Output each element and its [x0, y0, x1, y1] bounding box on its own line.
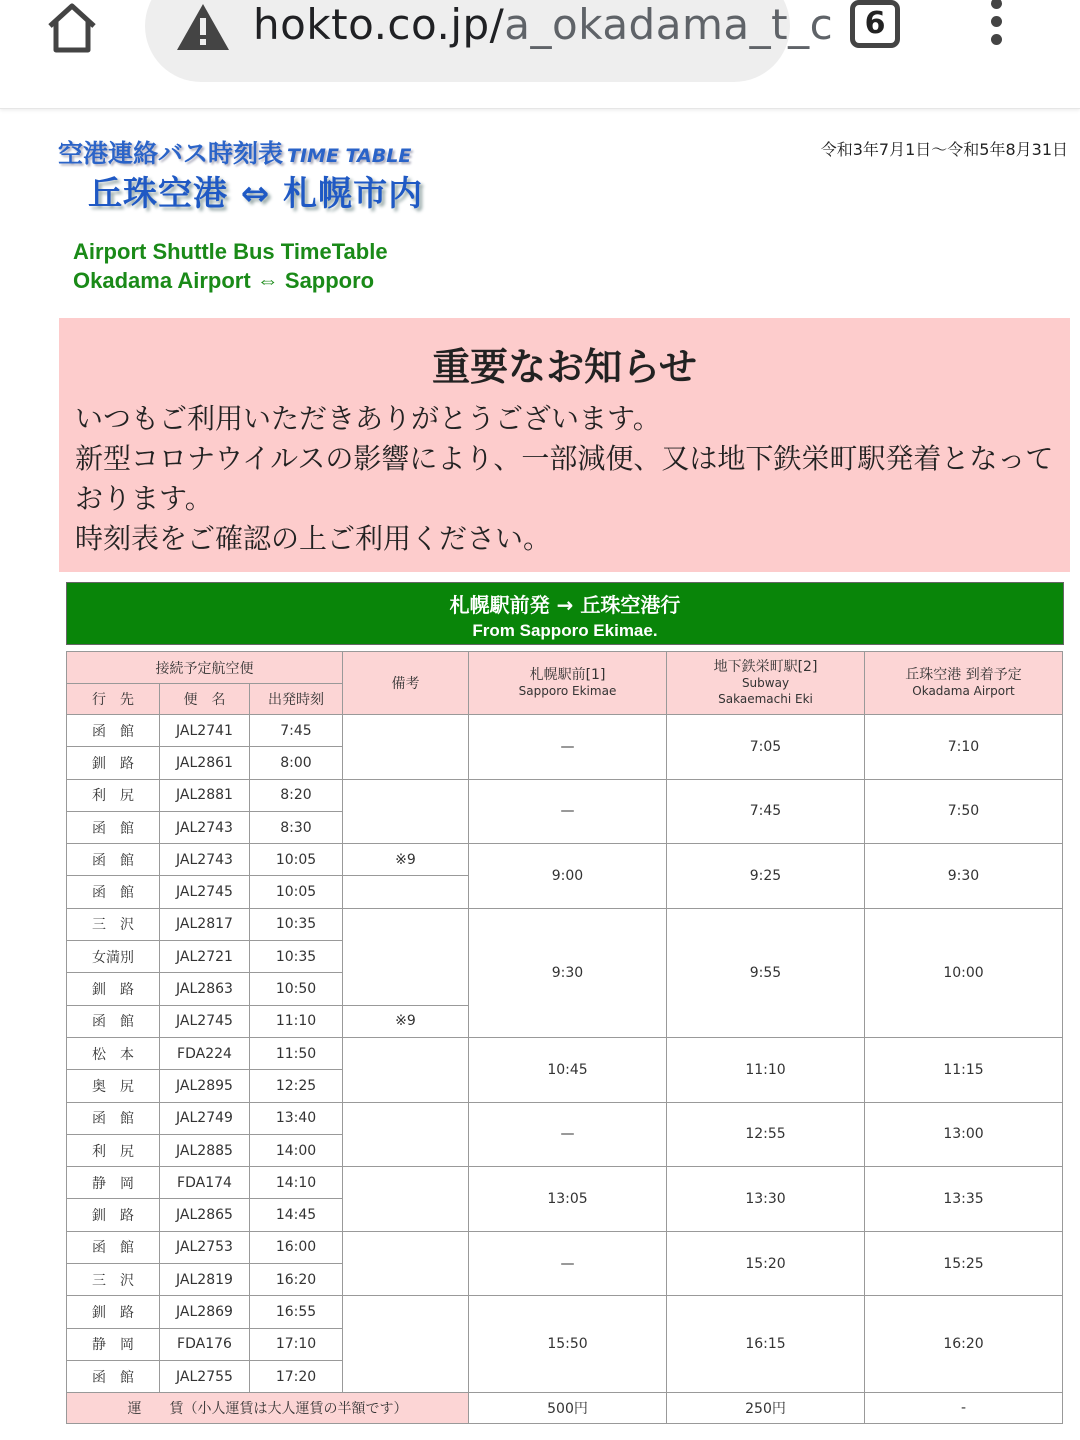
notice-line: 時刻表をご確認の上ご利用ください。 — [75, 522, 552, 555]
departure-cell: 14:10 — [250, 1167, 343, 1199]
departure-cell: 16:20 — [250, 1264, 343, 1296]
flight-cell: JAL2753 — [160, 1231, 250, 1263]
url-path: a_okadama_t_c — [504, 0, 834, 49]
destination-cell: 函 館 — [67, 876, 160, 908]
remarks-cell — [343, 908, 469, 1005]
destination-cell: 函 館 — [67, 1102, 160, 1134]
sapporo-time-cell: 9:00 — [469, 844, 667, 909]
remarks-cell — [343, 1231, 469, 1296]
airport-arrival-cell: 9:30 — [865, 844, 1063, 909]
fare-sakaemachi: 250円 — [667, 1393, 865, 1424]
header-remarks: 備考 — [343, 652, 469, 715]
departure-cell: 8:30 — [250, 811, 343, 843]
timetable-body — [67, 715, 1063, 1393]
header-sapporo-en: Sapporo Ekimae — [518, 684, 617, 698]
table-row — [67, 1167, 1063, 1199]
remarks-cell — [343, 1296, 469, 1393]
flight-cell: JAL2817 — [160, 908, 250, 940]
sakaemachi-time-cell: 11:10 — [667, 1037, 865, 1102]
destination-cell: 函 館 — [67, 1360, 160, 1392]
header-sakaemachi — [667, 652, 865, 715]
flight-cell: JAL2743 — [160, 811, 250, 843]
destination-cell: 釧 路 — [67, 973, 160, 1005]
notice-line: いつもご利用いただきありがとうございます。 — [75, 402, 661, 435]
destination-cell: 函 館 — [67, 811, 160, 843]
sapporo-time-cell: 13:05 — [469, 1167, 667, 1232]
notice-line: 新型コロナウイルスの影響により、一部減便、又は地下鉄栄町駅発着となっております。 — [75, 442, 1054, 515]
flight-cell: JAL2865 — [160, 1199, 250, 1231]
flight-cell: JAL2745 — [160, 876, 250, 908]
departure-cell: 14:00 — [250, 1134, 343, 1166]
flight-cell: JAL2881 — [160, 779, 250, 811]
destination-cell: 静 岡 — [67, 1328, 160, 1360]
departure-cell: 8:00 — [250, 747, 343, 779]
table-row — [67, 1296, 1063, 1328]
table-row — [67, 1102, 1063, 1134]
sapporo-time-cell: — — [469, 779, 667, 844]
flight-cell: FDA224 — [160, 1037, 250, 1069]
destination-cell: 女満別 — [67, 941, 160, 973]
tab-switcher-button[interactable] — [850, 0, 900, 48]
url-text[interactable] — [253, 0, 834, 49]
airport-arrival-cell: 11:15 — [865, 1037, 1063, 1102]
departure-cell: 10:50 — [250, 973, 343, 1005]
validity-period: 令和3年7月1日～令和5年8月31日 — [820, 140, 1068, 159]
browser-toolbar — [0, 0, 1080, 109]
table-row — [67, 1231, 1063, 1263]
sapporo-time-cell: — — [469, 715, 667, 780]
table-row — [67, 715, 1063, 747]
flight-cell: FDA174 — [160, 1167, 250, 1199]
departure-cell: 10:05 — [250, 876, 343, 908]
banner-title-en: From Sapporo Ekimae. — [472, 621, 658, 640]
airport-arrival-cell: 10:00 — [865, 908, 1063, 1037]
departure-cell: 16:00 — [250, 1231, 343, 1263]
sapporo-time-cell: 9:30 — [469, 908, 667, 1037]
remarks-cell — [343, 1037, 469, 1102]
departure-cell: 17:10 — [250, 1328, 343, 1360]
destination-cell: 三 沢 — [67, 1264, 160, 1296]
sapporo-time-cell: — — [469, 1231, 667, 1296]
more-options-icon[interactable] — [986, 0, 1006, 52]
tab-count: 6 — [864, 6, 886, 41]
destination-cell: 函 館 — [67, 715, 160, 747]
remarks-cell — [343, 779, 469, 844]
header-airport-en: Okadama Airport — [912, 684, 1015, 698]
header-sapporo-ekimae — [469, 652, 667, 715]
flight-cell: JAL2861 — [160, 747, 250, 779]
table-row — [67, 844, 1063, 876]
flight-cell: JAL2755 — [160, 1360, 250, 1392]
remarks-cell: ※9 — [343, 844, 469, 876]
departure-cell: 17:20 — [250, 1360, 343, 1392]
destination-cell: 利 尻 — [67, 779, 160, 811]
table-row — [67, 779, 1063, 811]
destination-cell: 釧 路 — [67, 1199, 160, 1231]
sapporo-time-cell: 10:45 — [469, 1037, 667, 1102]
remarks-cell — [343, 1102, 469, 1167]
remarks-cell — [343, 1167, 469, 1232]
departure-cell: 10:35 — [250, 908, 343, 940]
destination-cell: 函 館 — [67, 1231, 160, 1263]
departure-cell: 10:05 — [250, 844, 343, 876]
departure-cell: 7:45 — [250, 715, 343, 747]
destination-cell: 三 沢 — [67, 908, 160, 940]
header-sakaemachi-jp: 地下鉄栄町駅[2] — [713, 659, 818, 675]
sakaemachi-time-cell: 13:30 — [667, 1167, 865, 1232]
flight-cell: JAL2895 — [160, 1070, 250, 1102]
sakaemachi-time-cell: 9:25 — [667, 844, 865, 909]
logo-title-en: TIME TABLE — [287, 145, 412, 167]
fare-sapporo: 500円 — [469, 1393, 667, 1424]
english-title-line2: Okadama Airport ⇔ Sapporo — [73, 268, 375, 293]
header-sakaemachi-en2: Sakaemachi Eki — [718, 692, 813, 706]
header-destination: 行 先 — [67, 684, 160, 715]
remarks-cell: ※9 — [343, 1005, 469, 1037]
departure-cell: 11:50 — [250, 1037, 343, 1069]
sakaemachi-time-cell: 12:55 — [667, 1102, 865, 1167]
departure-cell: 13:40 — [250, 1102, 343, 1134]
airport-arrival-cell: 7:10 — [865, 715, 1063, 780]
departure-cell: 10:35 — [250, 941, 343, 973]
airport-arrival-cell: 13:35 — [865, 1167, 1063, 1232]
airport-arrival-cell: 7:50 — [865, 779, 1063, 844]
timetable — [66, 582, 1064, 1424]
header-departure-time: 出発時刻 — [250, 684, 343, 715]
flight-cell: JAL2885 — [160, 1134, 250, 1166]
departure-cell: 8:20 — [250, 779, 343, 811]
flight-cell: JAL2869 — [160, 1296, 250, 1328]
home-icon[interactable] — [44, 0, 100, 56]
header-sakaemachi-en1: Subway — [741, 676, 790, 690]
destination-cell: 函 館 — [67, 1005, 160, 1037]
logo-title — [58, 134, 411, 170]
destination-cell: 奥 尻 — [67, 1070, 160, 1102]
departure-cell: 12:25 — [250, 1070, 343, 1102]
destination-cell: 釧 路 — [67, 747, 160, 779]
sakaemachi-time-cell: 7:45 — [667, 779, 865, 844]
flight-cell: JAL2749 — [160, 1102, 250, 1134]
airport-arrival-cell: 15:25 — [865, 1231, 1063, 1296]
departure-cell: 16:55 — [250, 1296, 343, 1328]
airport-arrival-cell: 16:20 — [865, 1296, 1063, 1393]
timetable-banner — [66, 582, 1064, 645]
remarks-cell — [343, 876, 469, 908]
flight-cell: JAL2721 — [160, 941, 250, 973]
table-row — [67, 908, 1063, 940]
destination-cell: 静 岡 — [67, 1167, 160, 1199]
english-title — [73, 237, 388, 295]
header-flight-name: 便 名 — [160, 684, 250, 715]
flight-cell: FDA176 — [160, 1328, 250, 1360]
timetable-table — [66, 651, 1063, 1424]
fare-label: 運 賃（小人運賃は大人運賃の半額です） — [67, 1393, 469, 1424]
english-title-line1: Airport Shuttle Bus TimeTable — [73, 239, 388, 264]
header-sapporo-jp: 札幌駅前[1] — [529, 667, 606, 683]
destination-cell: 釧 路 — [67, 1296, 160, 1328]
sakaemachi-time-cell: 15:20 — [667, 1231, 865, 1296]
important-notice — [59, 318, 1070, 572]
flight-cell: JAL2745 — [160, 1005, 250, 1037]
airport-arrival-cell: 13:00 — [865, 1102, 1063, 1167]
logo-route: 丘珠空港 ⇔ 札幌市内 — [88, 174, 424, 214]
header-airport-jp: 丘珠空港 到着予定 — [905, 667, 1022, 683]
header-connecting-flight: 接続予定航空便 — [67, 652, 343, 684]
logo-title-jp: 空港連絡バス時刻表 — [58, 139, 284, 168]
sakaemachi-time-cell: 7:05 — [667, 715, 865, 780]
header-okadama-arrival — [865, 652, 1063, 715]
sakaemachi-time-cell: 9:55 — [667, 908, 865, 1037]
sapporo-time-cell: 15:50 — [469, 1296, 667, 1393]
flight-cell: JAL2743 — [160, 844, 250, 876]
departure-cell: 14:45 — [250, 1199, 343, 1231]
destination-cell: 利 尻 — [67, 1134, 160, 1166]
flight-cell: JAL2819 — [160, 1264, 250, 1296]
url-domain: hokto.co.jp/ — [253, 0, 505, 49]
remarks-cell — [343, 715, 469, 780]
notice-title: 重要なお知らせ — [432, 345, 697, 389]
destination-cell: 松 本 — [67, 1037, 160, 1069]
fare-airport: - — [865, 1393, 1063, 1424]
flight-cell: JAL2741 — [160, 715, 250, 747]
departure-cell: 11:10 — [250, 1005, 343, 1037]
flight-cell: JAL2863 — [160, 973, 250, 1005]
warning-icon[interactable] — [175, 2, 231, 52]
banner-title-jp: 札幌駅前発 → 丘珠空港行 — [449, 593, 681, 617]
address-bar[interactable] — [145, 0, 834, 82]
sakaemachi-time-cell: 16:15 — [667, 1296, 865, 1393]
destination-cell: 函 館 — [67, 844, 160, 876]
table-row — [67, 1037, 1063, 1069]
sapporo-time-cell: — — [469, 1102, 667, 1167]
